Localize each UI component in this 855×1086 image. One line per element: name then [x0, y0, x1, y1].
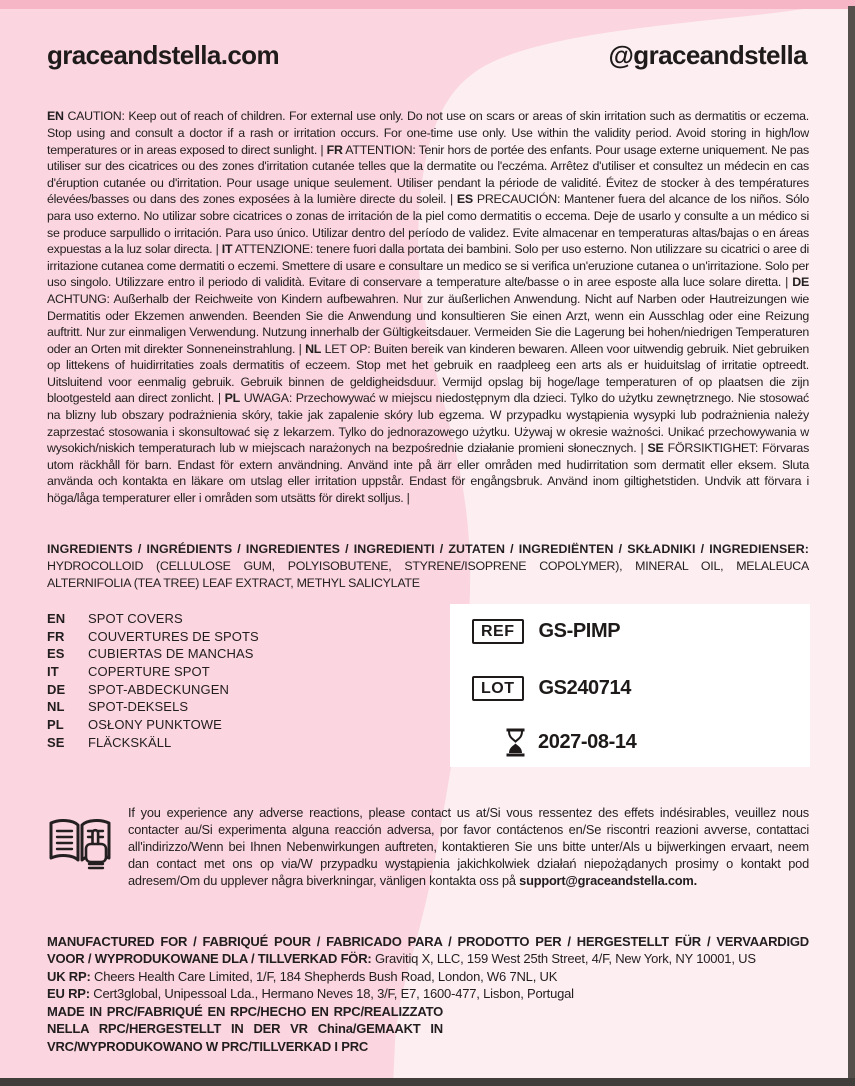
lang-code: ES: [47, 646, 65, 662]
product-name-row: [47, 612, 259, 625]
caution-lang-text: FÖRSIKTIGHET: Förvaras utom räckhåll för barn. Endast för extern användning. Använd inte på ärr eller områden med hudirritation som dermatit eller eksem. Sluta använda och kontakta en läkare om utslag eller irritation uppstår. Endast för engångsbruk. Använd inom giltighetstiden. Undvik att förvara i höga/låga temperaturer eller i områden som utsätts för direkt solljus. |: [47, 441, 810, 506]
product-name-list: [47, 612, 259, 754]
hourglass-expiry-icon: [505, 728, 526, 757]
uk-rp-address: Cheers Health Care Limited, 1/F, 184 Shepherds Bush Road, London, W6 7NL, UK: [94, 968, 558, 984]
uk-rp-line: [47, 968, 809, 985]
contact-body: If you experience any adverse reactions, please contact us at/Si vous ressentez des effets indésirables, veuillez nous contacter au/Si experimenta alguna reacción adversa, por favor contáctenos en/Se riscontri reazioni avverse, contattaci all'indirizzo/Wenn bei Ihnen Nebenwirkungen auftreten, kontaktieren Sie uns bitte unter/Als u bijwerkingen ervaart, neem dan contact met ons op via/W przypadku wystąpienia jakichkolwiek działań niepożądanych prosimy o kontakt pod adresem/Om du upplever några biverkningar, vänligen kontakta oss på: [128, 804, 809, 888]
caution-lang-text: LET OP: Buiten bereik van kinderen bewaren. Alleen voor uitwendig gebruik. Niet gebruiken op littekens of huidirritaties zoals dermatitis of eczeem. Stop met het gebruik en raadpleeg een arts als er huiduitslag of irritatie optreedt. Uitsluitend voor eenmalig gebruik. Gebruik binnen de geldigheidsduur. Vermijd opslag bij hoge/lage temperaturen of op plaatsen die zijn blootgesteld aan direct zonlicht. |: [47, 341, 809, 406]
ref-lot-expiry-box: [450, 604, 810, 767]
lang-code: EN: [47, 611, 66, 626]
caution-lang-text: UWAGA: Przechowywać w miejscu niedostępnym dla dzieci. Tylko do użytku zewnętrznego. Nie stosować na blizny lub obszary podrażnienia skóry, takie jak zapalenie skóry lub egzema. W przypadku wystąpienia wysypki lub podrażnienia należy zaprzestać stosowania i skonsultować się z lekarzem. Tylko do jednorazowego użytku. Używaj w okresie ważności. Unikać przechowywania w wysokich/niskich temperaturach lub w miejscach narażonych na bezpośrednie działanie promieni słonecznych. |: [47, 391, 809, 456]
lang-code: FR: [47, 628, 65, 644]
manufacturer-section: [47, 933, 809, 1003]
lang-code: DE: [47, 681, 66, 697]
lang-code: IT: [47, 664, 59, 680]
lot-row: [472, 676, 631, 701]
product-name-row: [47, 736, 259, 749]
caution-lang-text: ATTENZIONE: tenere fuori dalla portata dei bambini. Solo per uso esterno. Non utilizzare su cicatrici o aree di irritazione cutanea come dermatiti o eczemi. Smettere di usare e consultare un medico se si verifica un'eruzione cutanea o un'irritazione. Solo per uso singolo. Utilizzare entro il periodo di validità. Evitare di conservare a temperature alte/basse o in aree esposte alla luce solare diretta. |: [47, 242, 809, 290]
product-name-row: [47, 700, 259, 713]
ingredients-header: INGREDIENTS / INGRÉDIENTS / INGREDIENTES / INGREDIENTI / ZUTATEN / INGREDIËNTEN / SKŁADNIKI / INGREDIENSER:: [47, 542, 809, 557]
caution-lang-code: DE: [792, 275, 809, 290]
ref-row: [472, 619, 620, 644]
product-name-row: [47, 683, 259, 696]
manufactured-for-header: MANUFACTURED FOR / FABRIQUÉ POUR / FABRICADO PARA / PRODOTTO PER / HERGESTELLT FÜR / VERVAARDIGD VOOR / WYPRODUKOWANE DLA / TILLVERKAD FÖR:: [47, 934, 809, 967]
manufactured-for-company: Gravitiq X, LLC, 159 West 25th Street, 4/F, New York, NY 10001, US: [374, 951, 756, 967]
product-name-row: [47, 630, 259, 643]
photo-right-edge: [848, 6, 855, 1086]
caution-lang-text: CAUTION: Keep out of reach of children. For external use only. Do not use on scars or areas of skin irritation such as dermatitis or eczema. Stop using and consult a doctor if a rash or irritation occurs. For one-time use only. Use within the validity period. Avoid storing in high/low temperatures or in areas exposed to direct sunlight. |: [47, 109, 809, 157]
brand-social-handle: @graceandstella: [608, 40, 807, 70]
caution-lang-text: ACHTUNG: Außerhalb der Reichweite von Kindern aufbewahren. Nur zur äußerlichen Anwendung. Nicht auf Narben oder Hautreizungen wie Dermatitis oder Ekzemen anwenden. Beenden Sie die Anwendung und konsultieren Sie einen Arzt, wenn ein Ausschlag oder eine Reizung auftritt. Nur zur einmaligen Verwendung. Nutzung innerhalb der Gültigkeitsdauer. Vermeiden Sie die Lagerung bei hohen/niedrigen Temperaturen oder an Orten mit direkter Sonneneinstrahlung. |: [47, 291, 809, 356]
product-name: OSŁONY PUNKTOWE: [88, 717, 222, 733]
made-in-text: MADE IN PRC/FABRIQUÉ EN RPC/HECHO EN RPC/REALIZZATO NELLA RPC/HERGESTELLT IN DER VR China/GEMAAKT IN VRC/WYPRODUKOWANO W PRC/TILLVERKAD I PRC: [47, 1004, 443, 1054]
label-top-edge: [0, 0, 855, 9]
caution-lang-text: PRECAUCIÓN: Mantener fuera del alcance de los niños. Sólo para uso externo. No utilizar sobre cicatrices o zonas de irritación de la piel como dermatitis o eccema. Deje de usarlo y consulte a un médico si se produce sarpullido o irritación. Para uso único. Utilizar dentro del período de validez. Evite almacenar en temperaturas altas/bajas o en áreas expuestas a la luz solar directa. |: [47, 192, 810, 257]
product-name-row: [47, 665, 259, 678]
expiry-date: 2027-08-14: [538, 731, 637, 753]
photo-bottom-edge: [0, 1078, 855, 1086]
lot-symbol: LOT: [472, 676, 524, 701]
lang-code: SE: [47, 734, 65, 750]
caution-text: [47, 108, 809, 506]
caution-lang-code: NL: [305, 341, 322, 356]
header: [47, 40, 807, 71]
adverse-reactions-text: [128, 805, 809, 890]
eu-rp-line: [47, 985, 809, 1002]
product-name: FLÄCKSKÄLL: [88, 734, 172, 750]
instructions-booklet-icon: [48, 816, 112, 870]
caution-lang-code: PL: [224, 391, 240, 406]
product-name: COPERTURE SPOT: [88, 664, 210, 680]
caution-lang-text: ATTENTION: Tenir hors de portée des enfants. Pour usage externe uniquement. Ne pas utiliser sur des cicatrices ou des zones d'irritation cutanée telles que la dermatite ou l'eczéma. Arrêtez d'utiliser et consultez un médecin en cas d'éruption cutanée ou d'irritation. Pour usage unique seulement. Utiliser pendant la période de validité. Évitez de stocker à des températures élevées/basses ou dans des zones exposées à la lumière directe du soleil. |: [47, 142, 809, 207]
product-name: SPOT-ABDECKUNGEN: [88, 681, 230, 697]
caution-lang-code: EN: [47, 109, 64, 124]
ingredients-list: HYDROCOLLOID (CELLULOSE GUM, POLYISOBUTENE, STYRENE/ISOPRENE COPOLYMER), MINERAL OIL, MELALEUCA ALTERNIFOLIA (TEA TREE) LEAF EXTRACT, METHYL SALICYLATE: [47, 558, 809, 590]
product-name: SPOT-DEKSELS: [88, 699, 189, 715]
ref-symbol: REF: [472, 619, 524, 644]
lang-code: NL: [47, 699, 65, 715]
caution-lang-code: FR: [326, 142, 343, 157]
brand-website: graceandstella.com: [47, 40, 279, 70]
eu-rp-address: Cert3global, Unipessoal Lda., Hermano Neves 18, 3/F, E7, 1600-477, Lisbon, Portugal: [93, 986, 574, 1002]
eu-rp-label: EU RP:: [47, 986, 90, 1002]
caution-lang-code: IT: [221, 242, 233, 257]
caution-lang-code: ES: [456, 192, 473, 207]
product-name: COUVERTURES DE SPOTS: [88, 628, 259, 644]
caution-lang-code: SE: [647, 441, 664, 456]
uk-rp-label: UK RP:: [47, 968, 91, 984]
product-name: SPOT COVERS: [88, 611, 183, 626]
ingredients-section: [47, 541, 809, 591]
product-name: CUBIERTAS DE MANCHAS: [88, 646, 254, 662]
lot-value: GS240714: [538, 677, 631, 699]
product-name-row: [47, 647, 259, 660]
expiry-row: [505, 728, 636, 757]
product-name-row: [47, 718, 259, 731]
manufactured-for-line: [47, 933, 809, 968]
lang-code: PL: [47, 717, 64, 733]
contact-email: support@graceandstella.com.: [519, 872, 697, 888]
ref-value: GS-PIMP: [538, 620, 621, 642]
